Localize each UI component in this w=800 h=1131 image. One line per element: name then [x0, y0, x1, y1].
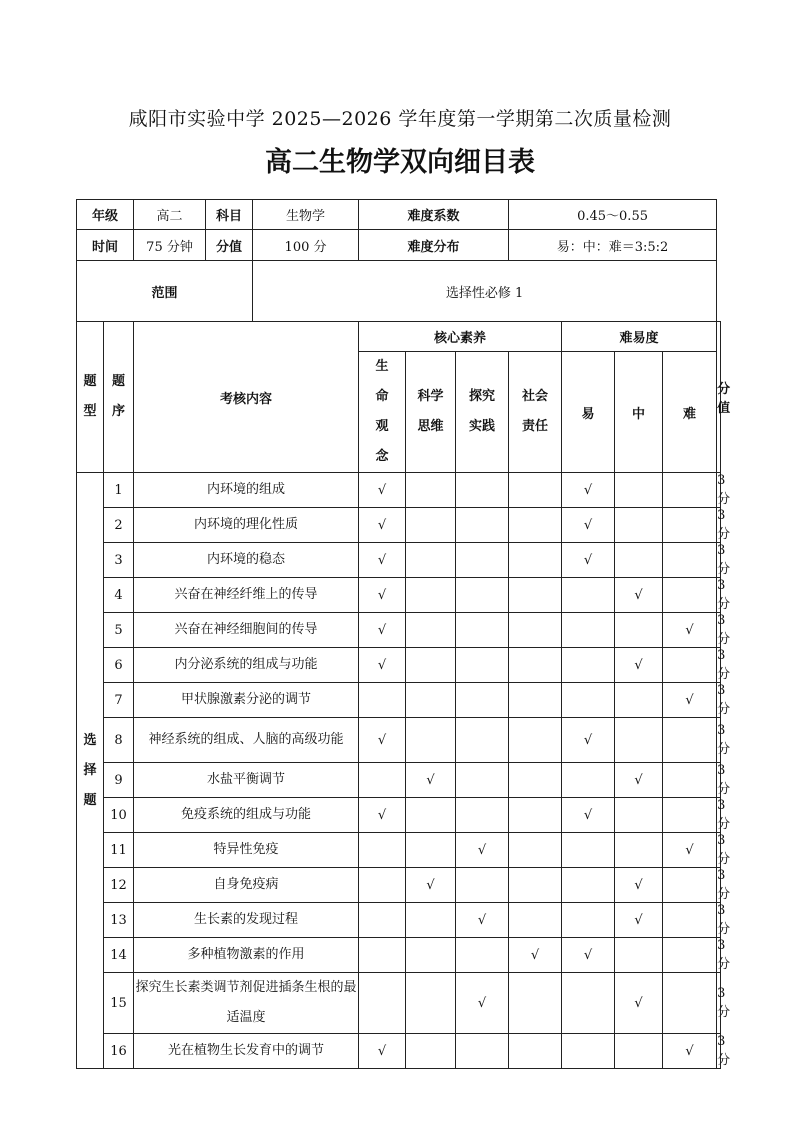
difficulty-hard-cell: [663, 718, 717, 763]
core-inquiry-practice-cell: [456, 938, 509, 973]
question-score: 3 分: [717, 578, 731, 612]
core-science-thinking-cell: [406, 578, 456, 613]
difficulty-hard-cell: √: [663, 683, 717, 718]
question-row: [77, 613, 721, 648]
core-social-responsibility-cell: [509, 973, 562, 1034]
document-subtitle: 咸阳市实验中学 2025—2026 学年度第一学期第二次质量检测: [128, 108, 672, 130]
score-label: 分值: [206, 230, 253, 261]
core-inquiry-practice-cell: [456, 578, 509, 613]
question-number: 14: [104, 938, 134, 973]
question-row: [77, 798, 721, 833]
difficulty-medium-cell: √: [615, 578, 663, 613]
difficulty-easy-cell: [562, 868, 615, 903]
question-row: [77, 648, 721, 683]
difficulty-medium-cell: [615, 1034, 663, 1069]
difficulty-easy-cell: [562, 578, 615, 613]
difficulty-hard-cell: [663, 508, 717, 543]
core-social-responsibility-cell: [509, 718, 562, 763]
core-social-responsibility-cell: [509, 508, 562, 543]
core-inquiry-practice-cell: [456, 648, 509, 683]
core-life-concept-cell: [359, 763, 406, 798]
question-row: [77, 868, 721, 903]
difficulty-easy-cell: √: [562, 798, 615, 833]
core-inquiry-practice-cell: √: [456, 833, 509, 868]
difficulty-easy-cell: [562, 903, 615, 938]
question-row: [77, 973, 721, 1034]
question-row: [77, 938, 721, 973]
core-social-responsibility-cell: [509, 798, 562, 833]
core-life-concept-cell: √: [359, 798, 406, 833]
question-row: [77, 578, 721, 613]
core-life-concept-cell: √: [359, 648, 406, 683]
question-seq-header: 题 序: [104, 322, 134, 473]
core-science-thinking-cell: [406, 833, 456, 868]
question-content: 兴奋在神经细胞间的传导: [134, 613, 359, 648]
core-life-concept-cell: √: [359, 543, 406, 578]
question-score: 3 分: [717, 938, 731, 972]
question-content: 多种植物激素的作用: [134, 938, 359, 973]
core-life-concept-cell: [359, 833, 406, 868]
difficulty-medium-cell: [615, 508, 663, 543]
difficulty-hard-cell: [663, 578, 717, 613]
question-score: 3 分: [717, 613, 731, 647]
difficulty-coef-value: 0.45～0.55: [509, 200, 717, 230]
core-science-thinking-cell: [406, 903, 456, 938]
difficulty-easy-cell: [562, 763, 615, 798]
question-score: 3 分: [717, 508, 731, 542]
detail-table: [76, 199, 731, 1069]
question-number: 6: [104, 648, 134, 683]
difficulty-easy-cell: [562, 613, 615, 648]
difficulty-medium-cell: [615, 718, 663, 763]
core-science-thinking-cell: [406, 938, 456, 973]
question-score: 3 分: [717, 648, 731, 682]
core-life-concept-cell: √: [359, 613, 406, 648]
core-inquiry-practice-cell: [456, 473, 509, 508]
question-content: 兴奋在神经纤维上的传导: [134, 578, 359, 613]
difficulty-medium-cell: [615, 543, 663, 578]
question-content: 自身免疫病: [134, 868, 359, 903]
difficulty-hard-header: 难: [663, 352, 717, 473]
difficulty-medium-cell: [615, 473, 663, 508]
difficulty-easy-header: 易: [562, 352, 615, 473]
core-social-responsibility-cell: [509, 613, 562, 648]
core-science-thinking-cell: [406, 798, 456, 833]
difficulty-hard-cell: √: [663, 833, 717, 868]
core-social-responsibility-cell: [509, 648, 562, 683]
core-science-thinking-cell: [406, 973, 456, 1034]
core-life-concept-cell: √: [359, 1034, 406, 1069]
core-science-thinking-cell: √: [406, 763, 456, 798]
question-score: 3 分: [717, 473, 731, 507]
core-social-responsibility-cell: [509, 543, 562, 578]
question-number: 11: [104, 833, 134, 868]
question-number: 15: [104, 973, 134, 1034]
core-social-responsibility-header: 社会 责任: [509, 352, 562, 473]
difficulty-easy-cell: √: [562, 543, 615, 578]
question-number: 8: [104, 718, 134, 763]
question-number: 4: [104, 578, 134, 613]
question-row: [77, 473, 721, 508]
question-number: 2: [104, 508, 134, 543]
question-content: 神经系统的组成、人脑的高级功能: [134, 718, 359, 763]
subject-value: 生物学: [253, 200, 359, 230]
question-content: 特异性免疫: [134, 833, 359, 868]
difficulty-medium-cell: √: [615, 868, 663, 903]
question-score: 3 分: [717, 903, 731, 937]
grade-value: 高二: [134, 200, 206, 230]
question-row: [77, 508, 721, 543]
difficulty-easy-cell: √: [562, 718, 615, 763]
core-life-concept-cell: [359, 903, 406, 938]
info-row-1: [77, 200, 721, 230]
core-science-thinking-cell: √: [406, 868, 456, 903]
core-science-thinking-header: 科学 思维: [406, 352, 456, 473]
core-social-responsibility-cell: [509, 683, 562, 718]
core-inquiry-practice-cell: √: [456, 973, 509, 1034]
question-content: 内环境的稳态: [134, 543, 359, 578]
core-inquiry-practice-cell: √: [456, 903, 509, 938]
core-life-concept-header: 生 命 观 念: [359, 352, 406, 473]
core-inquiry-practice-cell: [456, 1034, 509, 1069]
difficulty-medium-header: 中: [615, 352, 663, 473]
section-label-multiple-choice: 选 择 题: [77, 473, 104, 1069]
question-score: 3 分: [717, 763, 731, 797]
core-science-thinking-cell: [406, 683, 456, 718]
core-science-thinking-cell: [406, 648, 456, 683]
question-row: [77, 683, 721, 718]
question-number: 13: [104, 903, 134, 938]
question-score: 3 分: [717, 543, 731, 577]
score-value: 100 分: [253, 230, 359, 261]
question-score: 3 分: [717, 833, 731, 867]
core-life-concept-cell: [359, 973, 406, 1034]
difficulty-hard-cell: [663, 473, 717, 508]
info-row-2: [77, 230, 721, 261]
question-content: 生长素的发现过程: [134, 903, 359, 938]
core-science-thinking-cell: [406, 543, 456, 578]
question-number: 16: [104, 1034, 134, 1069]
difficulty-easy-cell: [562, 833, 615, 868]
difficulty-hard-cell: √: [663, 613, 717, 648]
difficulty-dist-value: 易：中：难＝3:5:2: [509, 230, 717, 261]
question-number: 5: [104, 613, 134, 648]
core-science-thinking-cell: [406, 718, 456, 763]
question-content: 光在植物生长发育中的调节: [134, 1034, 359, 1069]
difficulty-hard-cell: [663, 543, 717, 578]
difficulty-easy-cell: √: [562, 473, 615, 508]
time-value: 75 分钟: [134, 230, 206, 261]
core-life-concept-cell: [359, 868, 406, 903]
core-science-thinking-cell: [406, 473, 456, 508]
core-life-concept-cell: [359, 683, 406, 718]
difficulty-hard-cell: [663, 798, 717, 833]
core-inquiry-practice-cell: [456, 798, 509, 833]
scope-value: 选择性必修 1: [253, 261, 717, 322]
difficulty-medium-cell: √: [615, 763, 663, 798]
question-type-header: 题 型: [77, 322, 104, 473]
difficulty-easy-cell: [562, 648, 615, 683]
scope-row: [77, 261, 721, 322]
question-content: 甲状腺激素分泌的调节: [134, 683, 359, 718]
question-score: 3 分: [717, 798, 731, 832]
question-number: 3: [104, 543, 134, 578]
core-social-responsibility-cell: [509, 473, 562, 508]
question-content: 内环境的组成: [134, 473, 359, 508]
question-score: 3 分: [717, 973, 721, 1034]
question-content: 内分泌系统的组成与功能: [134, 648, 359, 683]
subject-label: 科目: [206, 200, 253, 230]
difficulty-medium-cell: [615, 683, 663, 718]
core-science-thinking-cell: [406, 613, 456, 648]
question-row: [77, 833, 721, 868]
question-row: [77, 718, 721, 763]
core-social-responsibility-cell: [509, 903, 562, 938]
core-science-thinking-cell: [406, 1034, 456, 1069]
question-row: [77, 763, 721, 798]
core-inquiry-practice-cell: [456, 508, 509, 543]
difficulty-hard-cell: [663, 868, 717, 903]
core-social-responsibility-cell: [509, 763, 562, 798]
core-life-concept-cell: √: [359, 473, 406, 508]
difficulty-hard-cell: [663, 903, 717, 938]
question-number: 10: [104, 798, 134, 833]
difficulty-medium-cell: √: [615, 903, 663, 938]
core-inquiry-practice-header: 探究 实践: [456, 352, 509, 473]
question-row: [77, 543, 721, 578]
question-score: 3 分: [717, 1034, 731, 1068]
core-inquiry-practice-cell: [456, 718, 509, 763]
core-social-responsibility-cell: [509, 868, 562, 903]
core-science-thinking-cell: [406, 508, 456, 543]
grade-label: 年级: [77, 200, 134, 230]
scope-label: 范围: [77, 261, 253, 322]
difficulty-hard-cell: [663, 648, 717, 683]
core-inquiry-practice-cell: [456, 543, 509, 578]
score-col-header: 分值: [717, 322, 721, 473]
question-row: [77, 1034, 721, 1069]
core-inquiry-practice-cell: [456, 763, 509, 798]
difficulty-hard-cell: [663, 938, 717, 973]
question-row: [77, 903, 721, 938]
difficulty-easy-cell: [562, 1034, 615, 1069]
core-life-concept-cell: [359, 938, 406, 973]
core-inquiry-practice-cell: [456, 868, 509, 903]
difficulty-medium-cell: [615, 833, 663, 868]
difficulty-medium-cell: [615, 798, 663, 833]
difficulty-easy-cell: [562, 973, 615, 1034]
core-life-concept-cell: √: [359, 578, 406, 613]
difficulty-dist-label: 难度分布: [359, 230, 509, 261]
question-number: 7: [104, 683, 134, 718]
difficulty-medium-cell: [615, 938, 663, 973]
question-score: 3 分: [717, 718, 721, 763]
difficulty-medium-cell: √: [615, 648, 663, 683]
time-label: 时间: [77, 230, 134, 261]
question-content: 水盐平衡调节: [134, 763, 359, 798]
header-row-1: [77, 322, 721, 352]
question-content: 探究生长素类调节剂促进插条生根的最适温度: [134, 973, 359, 1034]
difficulty-easy-cell: [562, 683, 615, 718]
question-content: 免疫系统的组成与功能: [134, 798, 359, 833]
content-header: 考核内容: [134, 322, 359, 473]
difficulty-hard-cell: [663, 763, 717, 798]
question-content: 内环境的理化性质: [134, 508, 359, 543]
core-social-responsibility-cell: [509, 578, 562, 613]
document-title: 高二生物学双向细目表: [265, 147, 535, 178]
core-social-responsibility-cell: [509, 1034, 562, 1069]
question-number: 1: [104, 473, 134, 508]
core-life-concept-cell: √: [359, 508, 406, 543]
core-inquiry-practice-cell: [456, 613, 509, 648]
difficulty-header: 难易度: [562, 322, 717, 352]
difficulty-hard-cell: √: [663, 1034, 717, 1069]
difficulty-easy-cell: √: [562, 508, 615, 543]
question-number: 12: [104, 868, 134, 903]
core-social-responsibility-cell: √: [509, 938, 562, 973]
difficulty-medium-cell: [615, 613, 663, 648]
core-social-responsibility-cell: [509, 833, 562, 868]
difficulty-medium-cell: √: [615, 973, 663, 1034]
question-number: 9: [104, 763, 134, 798]
core-life-concept-cell: √: [359, 718, 406, 763]
question-score: 3 分: [717, 683, 731, 717]
difficulty-easy-cell: √: [562, 938, 615, 973]
question-score: 3 分: [717, 868, 731, 902]
difficulty-coef-label: 难度系数: [359, 200, 509, 230]
core-inquiry-practice-cell: [456, 683, 509, 718]
difficulty-hard-cell: [663, 973, 717, 1034]
core-literacy-header: 核心素养: [359, 322, 562, 352]
